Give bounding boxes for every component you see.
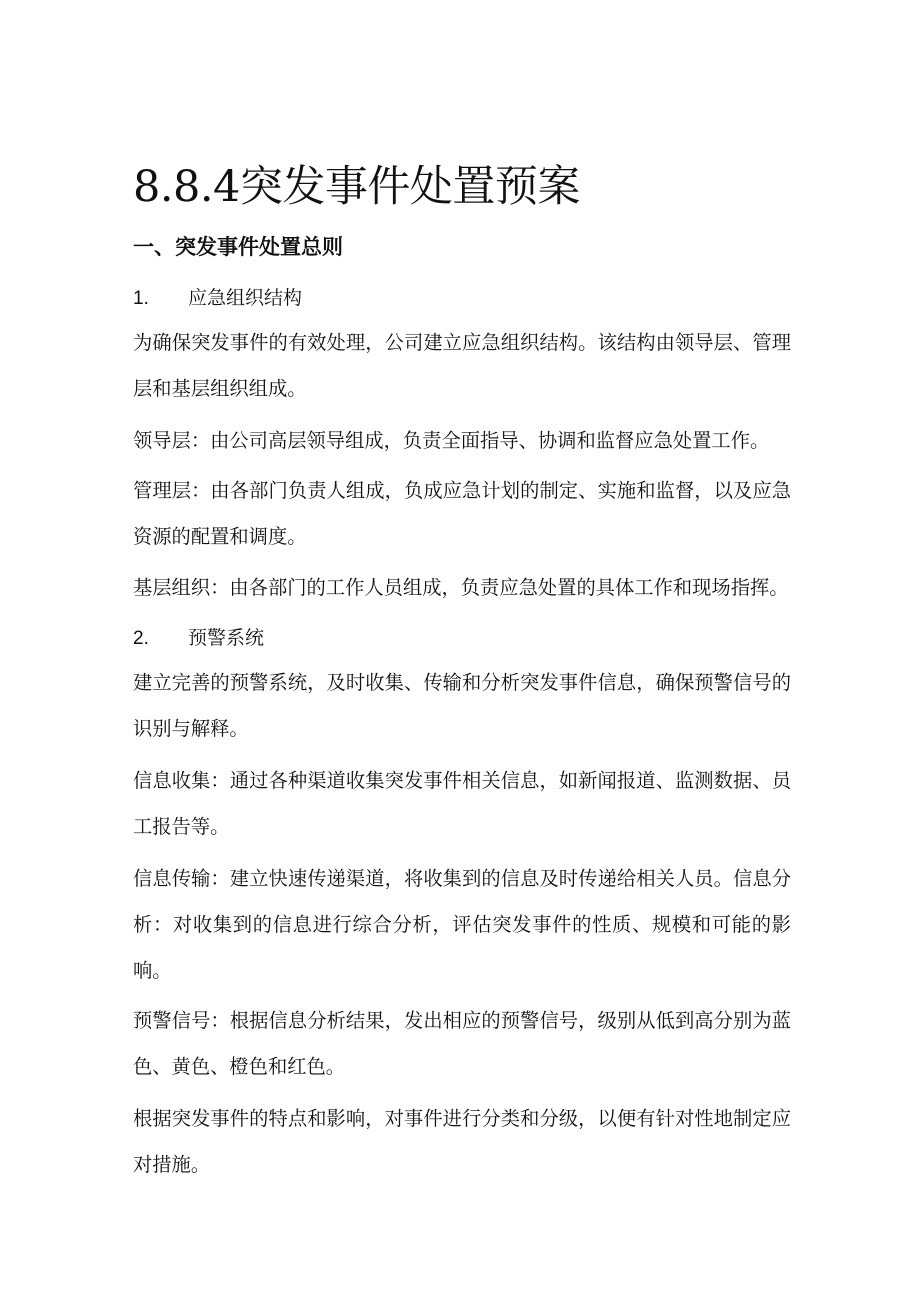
- paragraph-info-transmission: 信息传输：建立快速传递渠道，将收集到的信息及时传递给相关人员。信息分析：对收集到的信息进行综合分析，评估突发事件的性质、规模和可能的影响。: [133, 867, 791, 982]
- paragraph-warning-system: 建立完善的预警系统，及时收集、传输和分析突发事件信息，确保预警信号的识别与解释。: [133, 671, 791, 740]
- paragraph-leadership: 领导层：由公司高层领导组成，负责全面指导、协调和监督应急处置工作。: [133, 429, 770, 452]
- list-item-label: 预警系统: [188, 627, 265, 649]
- list-item-warning-system: [133, 624, 264, 653]
- paragraph-warning-signal: 预警信号：根据信息分析结果，发出相应的预警信号，级别从低到高分别为蓝色、黄色、橙色和红色。: [133, 1009, 791, 1078]
- paragraph-management: 管理层：由各部门负责人组成，负成应急计划的制定、实施和监督，以及应急资源的配置和调度。: [133, 479, 791, 548]
- list-item-number: 2.: [133, 628, 149, 649]
- paragraph-grassroots: 基层组织：由各部门的工作人员组成，负责应急处置的具体工作和现场指挥。: [133, 576, 789, 599]
- paragraph-classification: 根据突发事件的特点和影响，对事件进行分类和分级，以便有针对性地制定应对措施。: [133, 1107, 791, 1176]
- paragraph-org-structure: 为确保突发事件的有效处理，公司建立应急组织结构。该结构由领导层、管理层和基层组织组成。: [133, 331, 791, 400]
- document-title: 8.8.4突发事件处置预案: [133, 162, 580, 212]
- list-item-organization: [133, 284, 302, 313]
- paragraph-info-collection: 信息收集：通过各种渠道收集突发事件相关信息，如新闻报道、监测数据、员工报告等。: [133, 769, 791, 838]
- section-heading: 一、突发事件处置总则: [133, 235, 343, 259]
- list-item-number: 1.: [133, 288, 149, 309]
- list-item-label: 应急组织结构: [188, 287, 303, 309]
